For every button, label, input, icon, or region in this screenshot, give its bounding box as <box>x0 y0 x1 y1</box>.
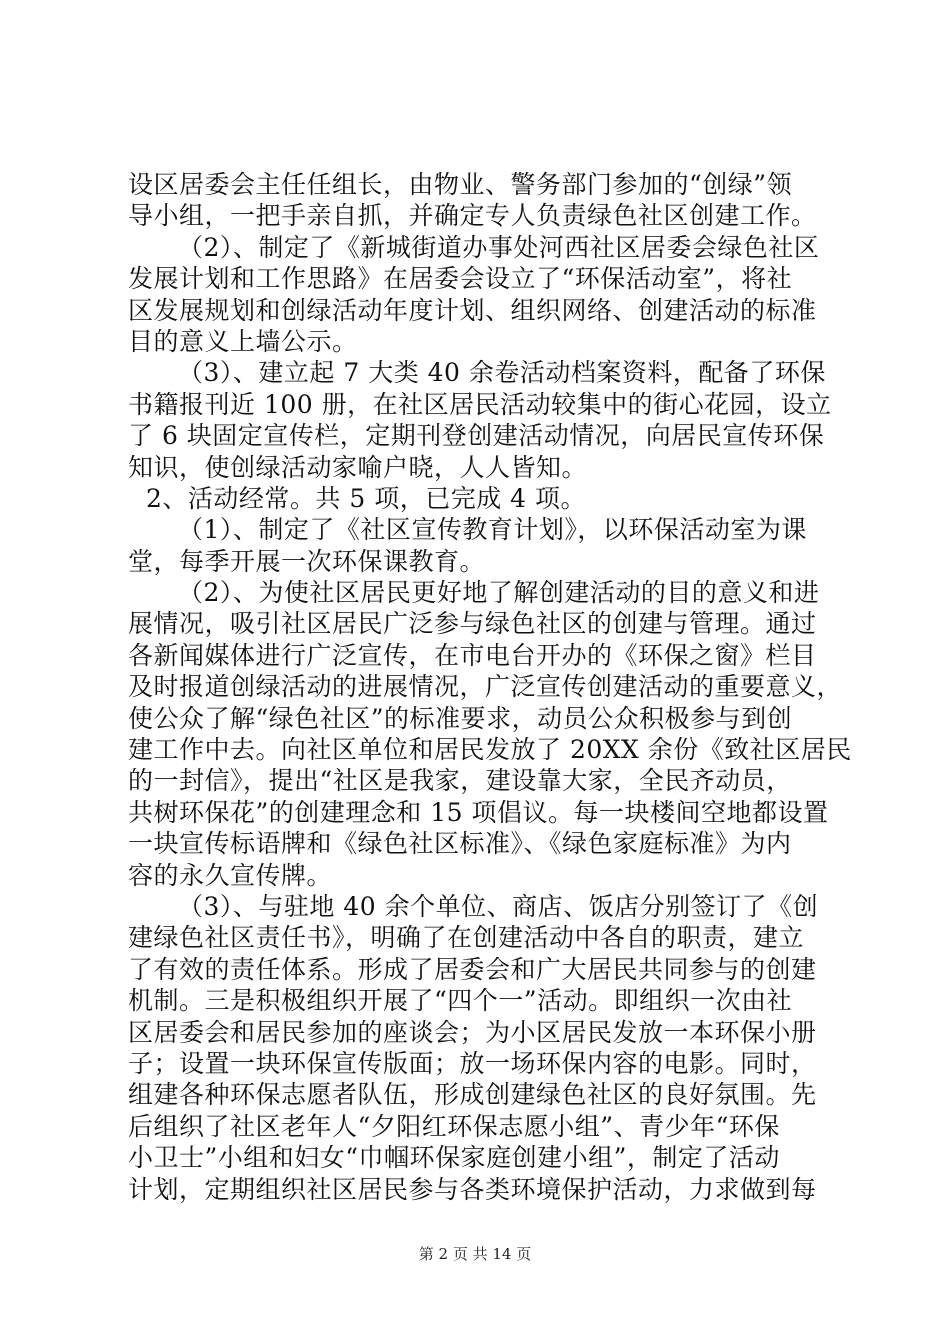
text-line: 计划，定期组织社区居民参与各类环境保护活动，力求做到每 <box>128 1174 817 1204</box>
text-line: 使公众了解“绿色社区”的标准要求，动员公众积极参与到创 <box>128 703 793 733</box>
text-line: 小卫士”小组和妇女“巾帼环保家庭创建小组”，制定了活动 <box>128 1143 780 1173</box>
text-line: （2）、为使社区居民更好地了解创建活动的目的意义和进 <box>178 578 820 608</box>
text-line: （1）、制定了《社区宣传教育计划》，以环保活动室为课 <box>178 515 807 545</box>
document-body <box>128 169 852 1205</box>
text-line: 子；设置一块环保宣传版面；放一场环保内容的电影。同时， <box>128 1048 817 1078</box>
section-heading: 2、活动经常。共 5 项，已完成 4 项。 <box>146 483 587 513</box>
text-line: 书籍报刊近 100 册，在社区居民活动较集中的街心花园，设立 <box>128 389 832 419</box>
text-line: 导小组，一把手亲自抓，并确定专人负责绿色社区创建工作。 <box>128 201 817 231</box>
text-line: 区发展规划和创绿活动年度计划、组织网络、创建活动的标准 <box>128 295 817 325</box>
text-line: 了 6 块固定宣传栏，定期刊登创建活动情况，向居民宣传环保 <box>128 421 825 451</box>
text-line: 各新闻媒体进行广泛宣传，在市电台开办的《环保之窗》栏目 <box>128 640 817 670</box>
text-line: 展情况，吸引社区居民广泛参与绿色社区的创建与管理。通过 <box>128 609 817 639</box>
text-line: 机制。三是积极组织开展了“四个一”活动。即组织一次由社 <box>128 986 793 1016</box>
text-line: 及时报道创绿活动的进展情况，广泛宣传创建活动的重要意义， <box>128 672 843 702</box>
text-line: 发展计划和工作思路》在居委会设立了“环保活动室”，将社 <box>128 264 793 294</box>
text-line: 知识，使创绿活动家喻户晓，人人皆知。 <box>128 452 588 482</box>
text-line: 后组织了社区老年人“夕阳红环保志愿小组”、青少年“环保 <box>128 1111 780 1141</box>
text-line: 目的意义上墙公示。 <box>128 326 358 356</box>
text-line: 的一封信》，提出“社区是我家，建设靠大家，全民齐动员， <box>128 766 792 796</box>
text-line: 共树环保花”的创建理念和 15 项倡议。每一块楼间空地都设置 <box>128 797 829 827</box>
text-line: 设区居委会主任任组长，由物业、警务部门参加的“创绿”领 <box>128 170 793 199</box>
text-line: 组建各种环保志愿者队伍，形成创建绿色社区的良好氛围。先 <box>128 1080 817 1110</box>
text-line: 堂，每季开展一次环保课教育。 <box>128 546 486 576</box>
text-line: （3）、建立起 7 大类 40 余卷活动档案资料，配备了环保 <box>178 358 826 388</box>
text-line: 区居委会和居民参加的座谈会；为小区居民发放一本环保小册 <box>128 1017 817 1047</box>
text-line: （3）、与驻地 40 余个单位、商店、饭店分别签订了《创 <box>178 891 819 921</box>
text-line: 了有效的责任体系。形成了居委会和广大居民共同参与的创建 <box>128 954 817 984</box>
text-line: （2）、制定了《新城街道办事处河西社区居委会绿色社区 <box>178 232 820 262</box>
text-line: 容的永久宣传牌。 <box>128 860 333 890</box>
text-line: 建工作中去。向社区单位和居民发放了 20XX 余份《致社区居民 <box>128 735 852 765</box>
text-line: 一块宣传标语牌和《绿色社区标准》、《绿色家庭标准》为内 <box>128 829 792 859</box>
page-number-footer: 第 2 页 共 14 页 <box>418 1245 532 1263</box>
text-line: 建绿色社区责任书》，明确了在创建活动中各自的职责，建立 <box>128 923 805 953</box>
